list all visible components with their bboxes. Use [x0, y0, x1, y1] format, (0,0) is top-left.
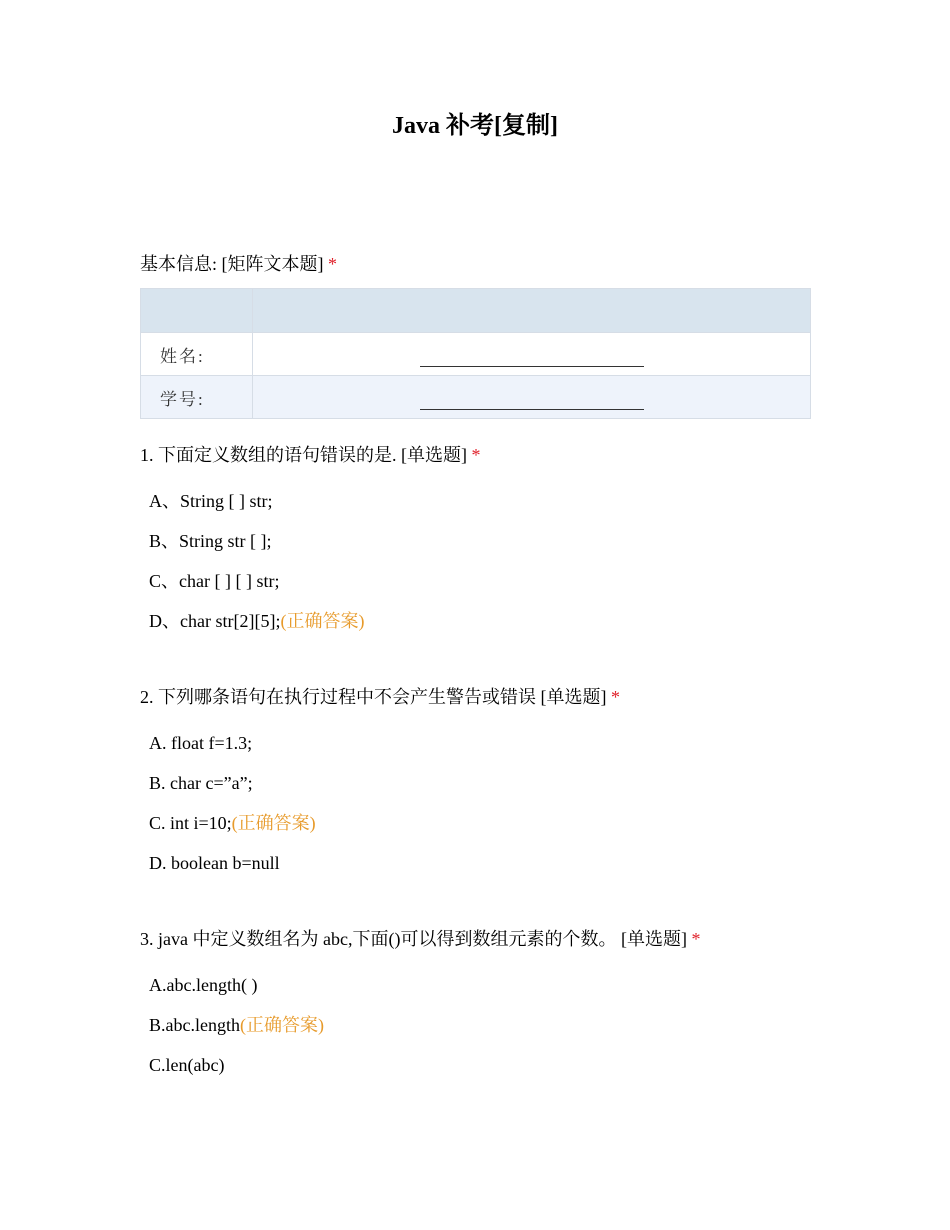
option-text: B、String str [ ]; [149, 531, 272, 551]
required-mark: * [328, 254, 338, 274]
question-1-title [140, 442, 481, 468]
q2-option-b[interactable] [149, 770, 253, 796]
required-mark: * [691, 929, 701, 949]
q2-option-c[interactable] [149, 810, 316, 836]
correct-answer-tag: (正确答案) [280, 611, 365, 631]
q3-option-b[interactable] [149, 1012, 324, 1038]
question-type: [单选题] [620, 929, 687, 949]
basic-info-label: 基本信息: [140, 254, 218, 274]
name-label: 姓名: [141, 333, 253, 376]
student-id-input-line[interactable] [420, 391, 644, 410]
correct-answer-tag: (正确答案) [239, 1015, 324, 1035]
required-mark: * [471, 445, 481, 465]
question-type: [单选题] [401, 445, 467, 465]
correct-answer-tag: (正确答案) [231, 813, 316, 833]
q1-option-d[interactable] [149, 608, 364, 634]
option-text: D、char str[2][5]; [149, 611, 281, 631]
q2-option-a[interactable] [149, 730, 252, 756]
q3-option-a[interactable] [149, 972, 257, 998]
question-text: 2. 下列哪条语句在执行过程中不会产生警告或错误 [140, 687, 536, 707]
question-3-title [140, 926, 700, 952]
matrix-header-cell [141, 289, 253, 333]
option-text: B.abc.length [149, 1015, 240, 1035]
basic-info-title [140, 251, 337, 277]
option-text: A.abc.length( ) [149, 975, 258, 995]
name-field-cell [253, 333, 811, 376]
option-text: B. char c=”a”; [149, 773, 253, 793]
q1-option-c[interactable] [149, 568, 279, 594]
question-2-title [140, 684, 620, 710]
option-text: C. int i=10; [149, 813, 232, 833]
q1-option-a[interactable] [149, 488, 273, 514]
option-text: A. float f=1.3; [149, 733, 253, 753]
option-text: A、String [ ] str; [149, 491, 273, 511]
page-title: Java 补考[复制] [392, 113, 558, 139]
student-id-label: 学号: [141, 376, 253, 419]
basic-info-matrix [140, 288, 811, 419]
option-text: C、char [ ] [ ] str; [149, 571, 280, 591]
matrix-header-cell [253, 289, 811, 333]
q2-option-d[interactable] [149, 850, 280, 876]
q3-option-c[interactable] [149, 1052, 224, 1078]
name-input-line[interactable] [420, 348, 644, 367]
matrix-row-id [141, 376, 811, 419]
option-text: D. boolean b=null [149, 853, 280, 873]
student-id-field-cell [253, 376, 811, 419]
basic-info-type: [矩阵文本题] [221, 254, 324, 274]
required-mark: * [611, 687, 620, 707]
question-type: [单选题] [540, 687, 607, 707]
matrix-row-name [141, 333, 811, 376]
q1-option-b[interactable] [149, 528, 272, 554]
question-text: 1. 下面定义数组的语句错误的是. [140, 445, 397, 465]
question-text: 3. java 中定义数组名为 abc,下面()可以得到数组元素的个数。 [140, 929, 617, 949]
matrix-header-row [141, 289, 811, 333]
option-text: C.len(abc) [149, 1055, 225, 1075]
